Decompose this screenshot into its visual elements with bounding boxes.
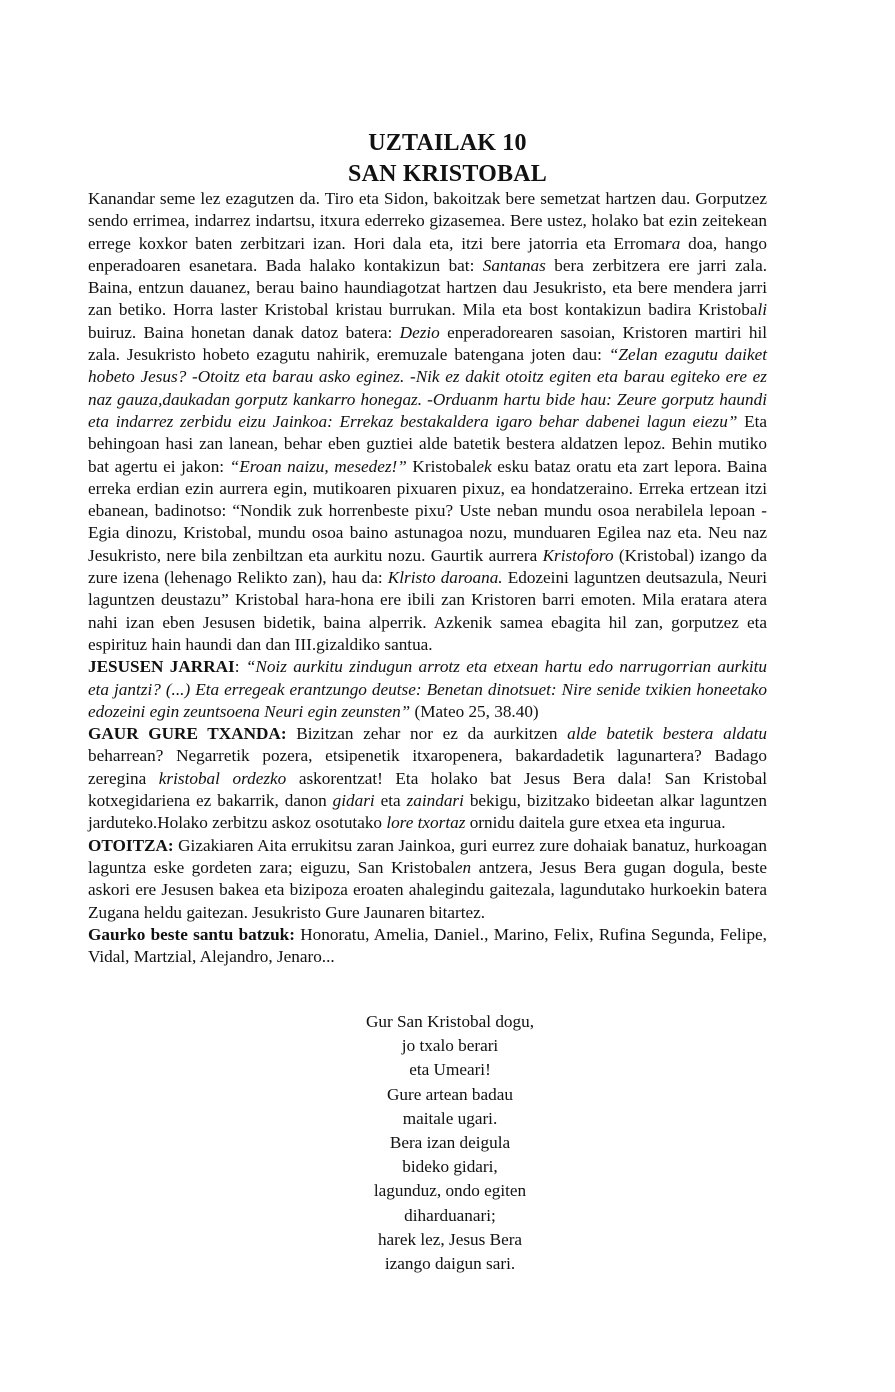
italic-run: lore txortaz (386, 813, 466, 833)
text-run: ornidu daitela gure etxea eta ingurua. (465, 813, 726, 833)
poem-line: Bera izan deigula (389, 1133, 511, 1153)
gospel-reference: (Mateo 25, 38.40) (410, 701, 539, 721)
italic-run: Santanas (482, 255, 546, 275)
jarrai-paragraph (88, 656, 767, 723)
text-run: esku bataz oratu eta zart lepora. Baina erreka erdian ezin aurrera egin, mutikoaren pixuaren pixuz, ea hondatzeraino. Erreka ertzean itzi ebanean, badinotso: “Nondik zuk horrenbeste pixu? Uste neban mundu osoa nerabilela lepoan - Egia dinozu, Kristobal, mundu osoa baino astunagoa nozu, munduaren Egilea naz eta. Neu naz Jesukristo, nere bila zenbiltzan eta aurkitu nozu. Gaurtik aurrera (88, 456, 767, 565)
italic-run: ra (665, 233, 681, 253)
jarrai-label: JESUSEN JARRAI (88, 657, 235, 677)
txanda-paragraph (88, 723, 767, 834)
gospel-quote: “Noiz aurkitu zindugun arrotz eta etxean hartu edo narrugorrian aurkitu eta jantzi? (...) Eta erregeak erantzungo deutse: Benetan dinotsuet: Nire senide txikien honeetako edozeini egin zeuntsoena Neuri egin zeunsten” (88, 657, 768, 721)
text-run: askorentzat! Eta holako bat Jesus Bera dala! San Kristobal kotxegidariena ez bakarrik, danon (88, 768, 768, 811)
italic-run: zaindari (406, 791, 464, 811)
text-run: Edozeini laguntzen deutsazula, Neuri laguntzen deustazu” Kristobal hara-hona ere ibili zan Kristoren barri emoten. Mila eratara atera nahi izan eben Jesusen bidetik, baina alperrik. Azkenik samea ebagita hil zan, gorputzez eta espirituz hain haundi dan dan III.gizaldiko santua. (88, 568, 767, 654)
text-run: Bizitzan zehar nor ez da aurkitzen (286, 724, 568, 744)
text-run: Eta behingoan hasi zan lanean, behar eben guztiei alde batetik bestera aldatzen lepoz. Behin mutiko bat agertu ei jakon: (88, 411, 767, 476)
saints-label: Gaurko beste santu batzuk: (88, 924, 295, 944)
poem-line: harek lez, Jesus Bera (377, 1229, 523, 1249)
italic-run: “Eroan naizu, mesedez!” (229, 456, 407, 476)
main-text (88, 188, 767, 968)
italic-run: alde batetik bestera aldatu (567, 724, 768, 744)
heading-block (0, 128, 895, 190)
text-run: eta (374, 791, 407, 811)
italic-run: Kristoforo (542, 545, 614, 565)
italic-run: Klristo daroana. (387, 568, 503, 588)
text-run: buiruz. Baina honetan danak datoz batera: (88, 322, 400, 342)
italic-run: en (454, 857, 472, 877)
poem (300, 1010, 600, 1276)
poem-line: diharduanari; (404, 1205, 496, 1225)
text-run: : (234, 657, 246, 677)
text-run: bera zerbitzera ere jarri zala. Baina, entzun dauanez, berau baino haundiagotzat hartzen dau Jesukristo, eta bere mendera jarri zan betiko. Horra laster Kristobal kristau burrukan. Mila eta bost kontakizun badira Kristoba (88, 255, 767, 320)
text-run: bekigu, bizitzako bideetan alkar laguntzen jarduteko.Holako zerbitzu askoz osotutako (88, 791, 767, 833)
saints-paragraph (88, 924, 767, 969)
italic-run: gidari (332, 791, 375, 811)
poem-line: maitale ugari. (402, 1108, 498, 1128)
text-run: Gizakiaren Aita errukitsu zaran Jainkoa, guri eurrez zure dohaiak banatuz, hurkoagan laguntza eske gordeten zara; eiguzu, San Kristobal (88, 835, 767, 877)
saints-list: Honoratu, Amelia, Daniel., Marino, Felix, Rufina Segunda, Felipe, Vidal, Martzial, Alejandro, Jenaro... (88, 924, 767, 967)
italic-run: “Zelan ezagutu daiket hobeto Jesus? -Otoitz eta barau asko eginez. -Nik ez dakit otoitz egiten eta barau egiteko ere ez naz gauza,daukadan gorputz kankarro honegaz. -Orduanm hartu bide hau: Zeure gorputz haundi eta indarrez zerbidu eizu Jainkoa: Errekaz bestakaldera igaro behar dabenei lagun eiezu” (88, 345, 767, 431)
poem-line: Gur San Kristobal dogu, (365, 1012, 535, 1031)
text-run: Kanandar seme lez ezagutzen da. Tiro eta Sidon, bakoitzak bere semetzat hartzen dau. Gorputzez sendo errimea, indarrez indartsu, itxura ederreko gizasemea. Bere ustez, holako bat ezin zeitekean errege koxkor baten zerbitzari izan. Hori dala eta, itzi bere jatorria eta Erroma (88, 189, 767, 253)
poem-line: jo txalo berari (401, 1036, 499, 1056)
text-run: (Kristobal) izango da zure izena (lehenago Relikto zan), hau da: (88, 545, 768, 588)
text-run: antzera, Jesus Bera gugan dogula, beste askori ere Jesusen bakea eta bizipoza eroaten ahalegindu gaitezala, lagundutako hurkoekin batera Zugana heldu gaitezan. Jesukristo Gure Jaunaren bitartez. (88, 857, 767, 922)
date-heading: UZTAILAK 10 (368, 130, 527, 156)
poem-line: Gure artean badau (387, 1084, 513, 1104)
poem-line: eta Umeari! (409, 1060, 491, 1080)
text-run: doa, hango enperadoaren esanetara. Bada halako kontakizun bat: (88, 233, 767, 275)
italic-run: kristobal ordezko (158, 768, 287, 788)
poem-line: bideko gidari, (402, 1157, 498, 1177)
saint-heading: SAN KRISTOBAL (348, 161, 547, 187)
italic-run: Dezio (399, 322, 440, 342)
poem-line: lagunduz, ondo egiten (373, 1181, 527, 1201)
otoitza-paragraph (88, 835, 767, 924)
otoitza-label: OTOITZA: (88, 835, 174, 855)
italic-run: li (757, 300, 767, 320)
story-paragraph (88, 188, 767, 656)
text-run: beharrean? Negarretik pozera, etsipenetik itxaropenera, bakardadetik lagunartera? Badago zeregina (88, 746, 767, 788)
txanda-label: GAUR GURE TXANDA: (88, 724, 287, 744)
poem-line: izango daigun sari. (384, 1254, 516, 1274)
italic-run: ek (476, 456, 492, 476)
text-run: Kristobal (406, 456, 477, 476)
text-run: enperadorearen sasoian, Kristoren martiri hil zala. Jesukristo hobeto ezagutu nahirik, eremuzale batengana joten dau: (88, 322, 768, 365)
